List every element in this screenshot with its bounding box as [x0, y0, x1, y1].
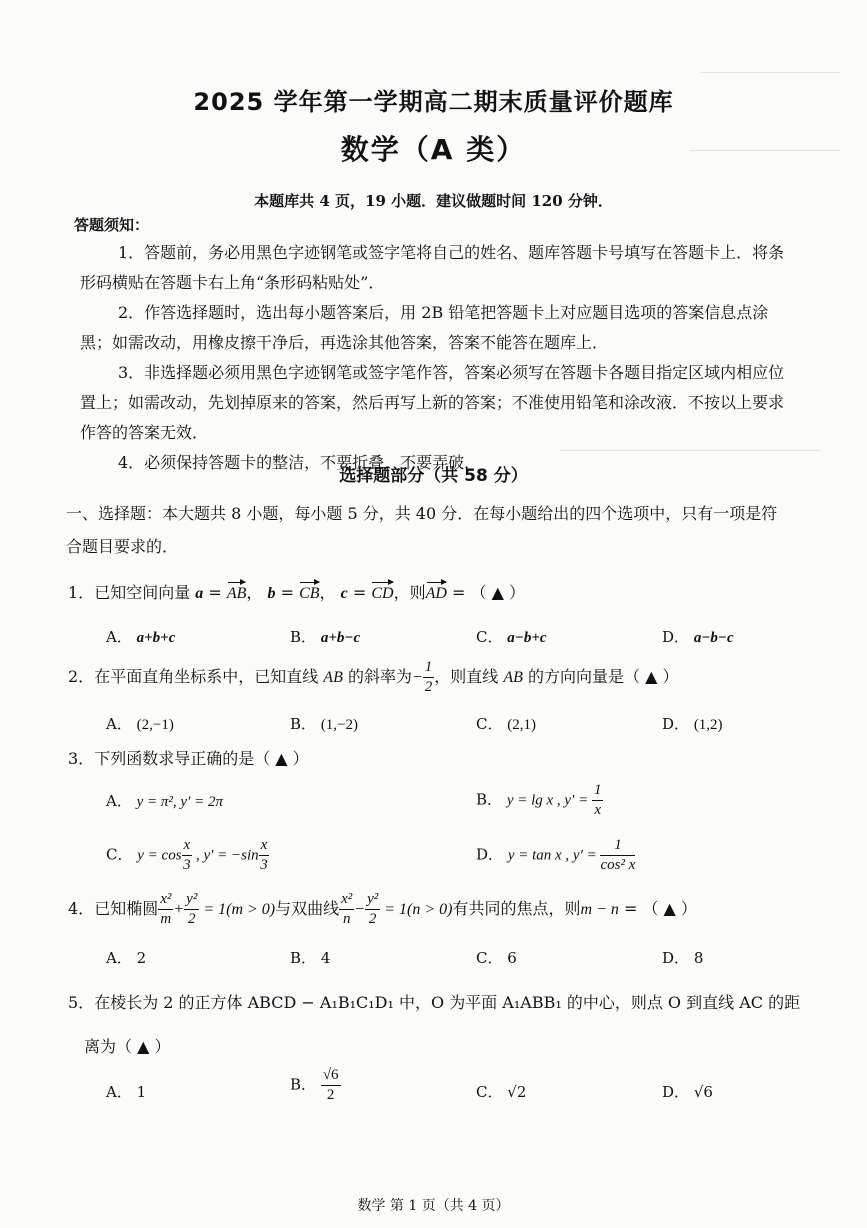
- notice-item: 4．必须保持答题卡的整洁，不要折叠，不要弄破．: [118, 453, 481, 472]
- fraction: [321, 1068, 341, 1103]
- option-B: [290, 713, 358, 734]
- option-text: 8: [693, 949, 704, 967]
- notice-heading: 答题须知：: [74, 216, 150, 234]
- fraction: [182, 838, 193, 873]
- option-A: [106, 790, 223, 811]
- option-text: a−b+c: [507, 630, 547, 646]
- denominator: 2: [424, 679, 433, 695]
- section-title: 选择题部分（共 58 分）: [339, 466, 528, 486]
- option-letter: B．: [290, 1075, 317, 1094]
- equation-text: = 1(n > 0): [380, 901, 453, 918]
- numerator: y²: [365, 892, 380, 910]
- option-letter: A．: [106, 949, 132, 967]
- question-5: [68, 990, 800, 1013]
- option-text: (1,−2): [320, 717, 359, 733]
- option-text: √6: [693, 1083, 713, 1101]
- numerator: y²: [184, 892, 199, 910]
- numerator: x²: [158, 892, 173, 910]
- numerator: 1: [592, 783, 604, 801]
- option-text: y = lg x , y′ =: [506, 792, 592, 809]
- option-text: 4: [320, 949, 331, 967]
- denominator: 3: [183, 857, 191, 873]
- question-text: 与双曲线: [275, 899, 340, 918]
- notice-list: [80, 238, 785, 478]
- fraction: [423, 660, 435, 695]
- option-A: [106, 947, 146, 968]
- vector-a: a: [195, 585, 204, 602]
- question-text: 有共同的焦点，则: [452, 899, 581, 918]
- plus-sign: +: [173, 901, 185, 918]
- question-text: ，则直线: [434, 667, 499, 686]
- page-footer: 数学 第 1 页（共 4 页）: [357, 1198, 510, 1214]
- question-number: 1．: [68, 583, 95, 602]
- option-letter: B．: [476, 790, 503, 809]
- option-letter: B．: [290, 949, 317, 967]
- fraction: [365, 892, 380, 927]
- option-A: [106, 626, 175, 647]
- option-C: [476, 1081, 526, 1102]
- equals-sign: =: [347, 583, 372, 602]
- denominator: cos² x: [600, 857, 636, 873]
- question-text: 在平面直角坐标系中，已知直线: [94, 667, 319, 686]
- option-letter: D．: [662, 715, 690, 733]
- numerator: √6: [321, 1068, 341, 1086]
- question-number: 2．: [68, 667, 95, 686]
- option-text: y = cos: [137, 847, 182, 864]
- denominator: 3: [260, 857, 268, 873]
- option-letter: A．: [106, 792, 132, 810]
- notice-item: 2．作答选择题时，选出每小题答案后，用 2B 铅笔把答题卡上对应题目选项的答案信息点涂黑；如需改动，用橡皮擦干净后，再选涂其他答案，答案不能答在题库上．: [80, 303, 769, 352]
- option-C: [476, 947, 517, 968]
- vector-c: c: [340, 585, 348, 602]
- question-1: 1．已知空间向量 a = AB， b = CB， c = CD，则AD = （ ▲ ）: [68, 583, 525, 602]
- option-letter: C．: [476, 1083, 503, 1101]
- option-letter: A．: [106, 628, 132, 646]
- answer-blank: 的方向向量是（ ▲ ）: [528, 667, 679, 686]
- question-text: 在棱长为 2 的正方体 ABCD − A₁B₁C₁D₁ 中，O 为平面 A₁ABB₁ 的中心，则点 O 到直线 AC 的距: [94, 993, 801, 1012]
- question-3: [68, 746, 309, 769]
- question-text: ，则: [393, 583, 426, 602]
- option-A: [106, 713, 174, 734]
- option-text: a+b+c: [136, 630, 176, 646]
- option-C: [476, 713, 536, 734]
- equals-sign: =: [203, 583, 227, 602]
- question-text: 已知椭圆: [94, 899, 159, 918]
- vector-AD: AD: [425, 585, 447, 602]
- denominator: 2: [187, 911, 196, 927]
- option-B: [290, 947, 330, 968]
- option-text: y = π², y′ = 2π: [136, 794, 223, 810]
- question-2: [68, 660, 678, 695]
- numerator: x²: [339, 892, 354, 910]
- vector-AB: AB: [226, 585, 247, 602]
- question-5-continued: 离为（ ▲ ）: [84, 1037, 171, 1056]
- option-letter: D．: [662, 628, 690, 646]
- numerator: 1: [600, 838, 635, 856]
- option-D: [476, 838, 635, 873]
- answer-blank: = （ ▲ ）: [446, 583, 525, 602]
- notice-item: 3．非选择题必须用黑色字迹钢笔或签字笔作答，答案必须写在答题卡各题目指定区域内相应位置上；如需改动，先划掉原来的答案，然后再写上新的答案；不准使用铅笔和涂改液．不按以上要求作答的答案无效．: [80, 363, 785, 442]
- option-text: 2: [136, 949, 147, 967]
- question-number: 5．: [68, 993, 95, 1012]
- option-letter: C．: [476, 949, 503, 967]
- fraction: [339, 892, 354, 927]
- option-A: [106, 1081, 146, 1102]
- option-letter: B．: [290, 628, 317, 646]
- option-text: y = tan x , y′ =: [507, 847, 601, 864]
- option-letter: C．: [476, 715, 503, 733]
- fraction: [184, 892, 199, 927]
- exam-info: 本题库共 4 页，19 小题．建议做题时间 120 分钟．: [254, 192, 613, 210]
- option-letter: D．: [662, 949, 690, 967]
- numerator: x: [259, 838, 270, 856]
- option-letter: C．: [106, 845, 133, 864]
- denominator: x: [594, 802, 602, 818]
- expression-m-minus-n: m − n: [580, 901, 619, 918]
- option-letter: D．: [476, 845, 504, 864]
- bleed-through-mark: [700, 72, 840, 73]
- vector-CD: CD: [371, 585, 394, 602]
- minus-sign: −: [354, 901, 366, 918]
- line-AB: AB: [323, 669, 343, 686]
- question-text: 已知空间向量: [94, 583, 191, 602]
- option-C: [106, 838, 269, 873]
- option-letter: B．: [290, 715, 317, 733]
- option-B: [476, 783, 603, 818]
- fraction: [259, 838, 270, 873]
- option-letter: A．: [106, 1083, 132, 1101]
- option-letter: C．: [476, 628, 503, 646]
- section-instruction: 一、选择题：本大题共 8 小题，每小题 5 分，共 40 分．在每小题给出的四个选项中，只有一项是符合题目要求的．: [66, 504, 778, 556]
- option-D: [662, 947, 703, 968]
- option-B: [290, 626, 360, 647]
- option-D: [662, 1081, 713, 1102]
- numerator: 1: [423, 660, 435, 678]
- fraction: [600, 838, 635, 873]
- option-text: 1: [136, 1083, 147, 1101]
- option-text: (2,1): [507, 717, 537, 733]
- question-text: 的斜率为: [347, 667, 412, 686]
- option-text: a+b−c: [320, 630, 361, 646]
- fraction: [158, 892, 173, 927]
- question-text: 下列函数求导正确的是（ ▲ ）: [94, 749, 309, 768]
- equals-sign: =: [275, 583, 300, 602]
- minus-sign: −: [411, 669, 423, 686]
- option-text: 6: [507, 949, 517, 967]
- option-text: (2,−1): [136, 717, 174, 733]
- question-number: 4．: [68, 899, 95, 918]
- denominator: 2: [326, 1087, 335, 1103]
- option-letter: A．: [106, 715, 132, 733]
- option-C: [476, 626, 547, 647]
- option-letter: D．: [662, 1083, 690, 1101]
- exam-title: 2025 学年第一学期高二期末质量评价题库: [193, 88, 674, 116]
- option-D: [662, 626, 734, 647]
- question-4: [68, 892, 697, 927]
- option-text: a−b−c: [693, 630, 734, 646]
- option-B: [290, 1068, 341, 1103]
- fraction: [592, 783, 604, 818]
- answer-blank: = （ ▲ ）: [618, 899, 697, 918]
- vector-CB: CB: [299, 585, 320, 602]
- equation-text: = 1(m > 0): [199, 901, 276, 918]
- question-number: 3．: [68, 749, 95, 768]
- line-AB: AB: [503, 669, 523, 686]
- option-D: [662, 713, 723, 734]
- exam-subtitle: 数学（A 类）: [340, 133, 527, 166]
- numerator: x: [182, 838, 193, 856]
- vector-b: b: [267, 585, 276, 602]
- option-text: (1,2): [693, 717, 723, 733]
- notice-item: 1．答题前，务必用黑色字迹钢笔或签字笔将自己的姓名、题库答题卡号填写在答题卡上．将条形码横贴在答题卡右上角“条形码粘贴处”．: [80, 243, 785, 292]
- option-text: √2: [507, 1083, 527, 1101]
- denominator: 2: [368, 911, 377, 927]
- denominator: m: [160, 911, 172, 927]
- denominator: n: [342, 911, 351, 927]
- option-text: , y′ = −sin: [192, 847, 259, 864]
